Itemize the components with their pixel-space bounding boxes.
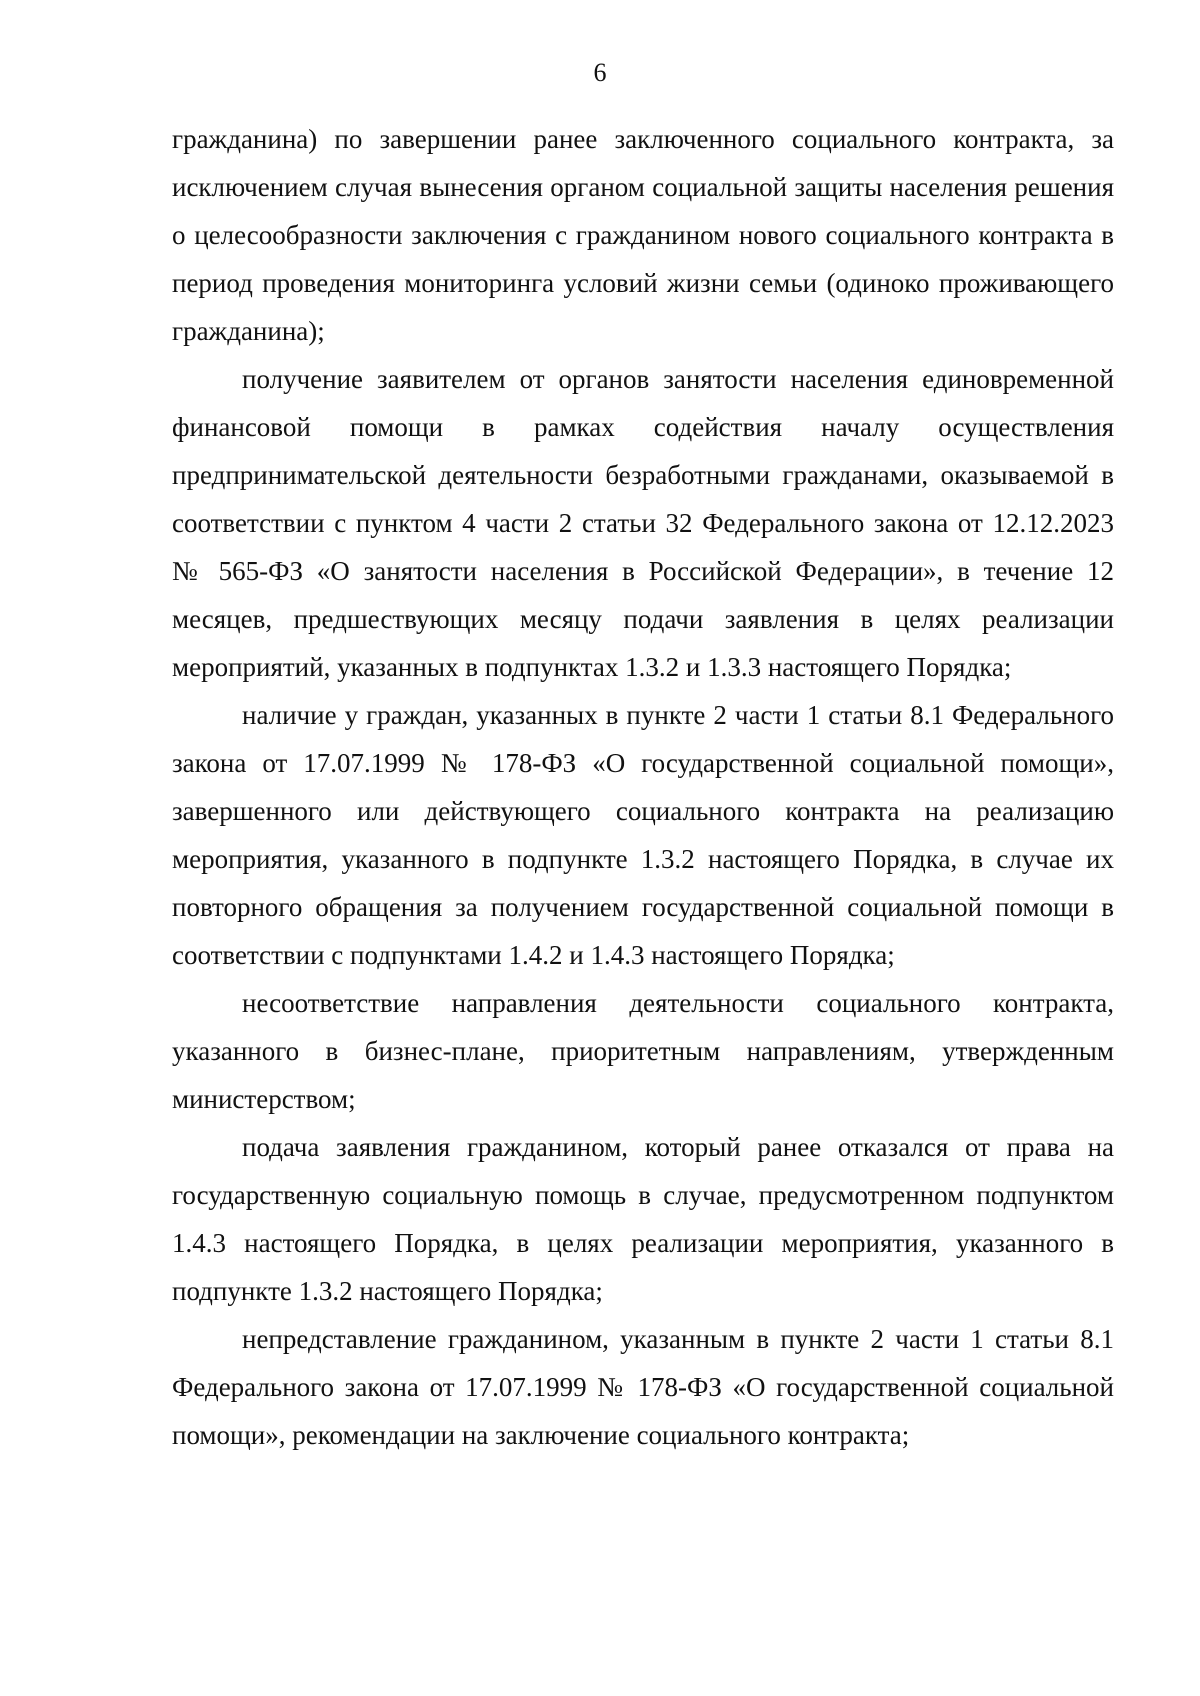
paragraph-existing-contract: наличие у граждан, указанных в пункте 2 части 1 статьи 8.1 Федерального закона от 17.07.1999 № 178-ФЗ «О государственной социальной помощи», завершенного или действующего социального контракта на реализацию мероприятия, указанного в подпункте 1.3.2 настоящего Порядка, в случае их повторного обращения за получением государственной социальной помощи в соответствии с подпунктами 1.4.2 и 1.4.3 настоящего Порядка;	[172, 700, 1114, 970]
paragraph-prior-refusal: подача заявления гражданином, который ранее отказался от права на государственную социальную помощь в случае, предусмотренном подпунктом 1.4.3 настоящего Порядка, в целях реализации мероприятия, указанного в подпункте 1.3.2 настоящего Порядка;	[172, 1132, 1114, 1306]
page-number: 6	[593, 58, 607, 87]
paragraph-continuation: гражданина) по завершении ранее заключенного социального контракта, за исключением случая вынесения органом социальной защиты населения решения о целесообразности заключения с гражданином нового социального контракта в период проведения мониторинга условий жизни семьи (одиноко проживающего гражданина);	[172, 124, 1114, 346]
document-body	[172, 115, 1114, 1459]
paragraph-business-plan-mismatch: несоответствие направления деятельности социального контракта, указанного в бизнес-плане, приоритетным направлениям, утвержденным министерством;	[172, 988, 1114, 1114]
paragraph-financial-aid: получение заявителем от органов занятости населения единовременной финансовой помощи в рамках содействия началу осуществления предпринимательской деятельности безработными гражданами, оказываемой в соответствии с пунктом 4 части 2 статьи 32 Федерального закона от 12.12.2023 № 565-ФЗ «О занятости населения в Российской Федерации», в течение 12 месяцев, предшествующих месяцу подачи заявления в целях реализации мероприятий, указанных в подпунктах 1.3.2 и 1.3.3 настоящего Порядка;	[172, 364, 1114, 682]
paragraph-missing-recommendation: непредставление гражданином, указанным в пункте 2 части 1 статьи 8.1 Федерального закона от 17.07.1999 № 178-ФЗ «О государственной социальной помощи», рекомендации на заключение социального контракта;	[172, 1324, 1114, 1450]
